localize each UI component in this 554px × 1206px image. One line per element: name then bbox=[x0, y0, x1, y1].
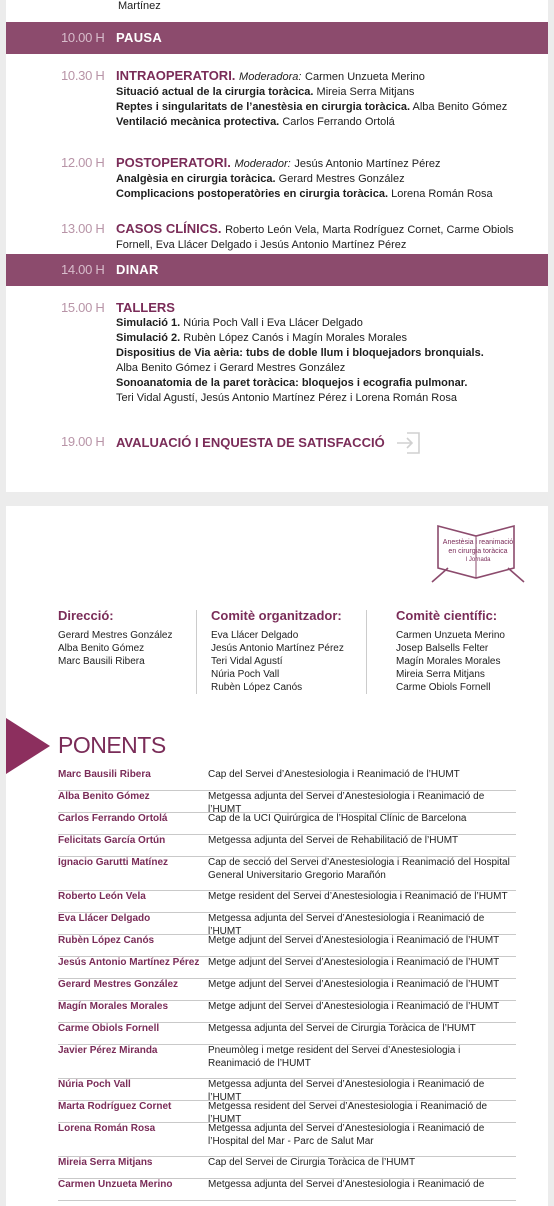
ponent-row bbox=[58, 1156, 516, 1179]
ponent-row bbox=[58, 768, 516, 791]
committee-member: Eva Llácer Delgado bbox=[211, 630, 299, 641]
dinar-band bbox=[6, 254, 548, 286]
direccio-column bbox=[58, 608, 173, 668]
moderator-label: Moderador: bbox=[234, 158, 291, 170]
talk-item bbox=[116, 100, 536, 115]
workshop-label: Sonoanatomia de la paret toràcica: bloquejos i ecografia pulmonar. bbox=[116, 377, 468, 389]
workshop-speakers: Teri Vidal Agustí, Jesús Antonio Martínez Pérez i Lorena Román Rosa bbox=[116, 392, 457, 404]
ponent-row bbox=[58, 890, 516, 913]
ponent-description: Metge adjunt del Servei d’Anestesiologia i Reanimació de l’HUMT bbox=[208, 1001, 500, 1012]
pausa-band bbox=[6, 22, 548, 54]
ponent-description: Cap del Servei d’Anestesiologia i Reanimació de l’HUMT bbox=[208, 769, 460, 780]
cientific-title: Comitè científic: bbox=[396, 608, 498, 623]
ponent-name: Marta Rodríguez Cornet bbox=[58, 1101, 172, 1112]
ponent-name: Roberto León Vela bbox=[58, 891, 146, 902]
talk-topic: Ventilació mecànica protectiva. bbox=[116, 116, 280, 128]
ponent-row bbox=[58, 912, 516, 935]
ponent-description: Cap de secció del Servei d’Anestesiologia i Reanimació del Hospital General Universitario Gregorio Marañón bbox=[208, 857, 510, 881]
moderator-name: Jesús Antonio Martínez Pérez bbox=[294, 158, 441, 170]
committee-member: Mireia Serra Mitjans bbox=[396, 669, 485, 680]
ponent-row bbox=[58, 1022, 516, 1045]
ponent-row bbox=[58, 978, 516, 1001]
logo-line: en cirurgia toràcica bbox=[448, 548, 508, 555]
ponents-title: PONENTS bbox=[58, 732, 166, 758]
talk-item bbox=[116, 115, 536, 130]
talk-speaker: Lorena Román Rosa bbox=[391, 188, 493, 200]
ponent-row bbox=[58, 934, 516, 957]
session-title: CASOS CLÍNICS. bbox=[116, 221, 222, 236]
session-title: INTRAOPERATORI. bbox=[116, 68, 236, 83]
committee-member: Josep Balsells Felter bbox=[396, 643, 489, 654]
session-speakers: Roberto León Vela, Marta Rodríguez Cornet, Carme Obiols bbox=[225, 224, 514, 236]
ponent-description: Cap del Servei de Cirurgia Toràcica de l’HUMT bbox=[208, 1157, 416, 1168]
organitzador-title: Comitè organitzador: bbox=[211, 608, 342, 623]
ponent-description: Cap de la UCI Quirúrgica de l’Hospital Clínic de Barcelona bbox=[208, 813, 467, 824]
session-time: 12.00 H bbox=[61, 155, 105, 170]
ponent-description: Metgessa resident del Servei d’Anestesiologia i Reanimació de l’HUMT bbox=[208, 1101, 488, 1125]
workshop-item bbox=[116, 331, 536, 346]
session-speakers-cont: Fornell, Eva Llácer Delgado i Jesús Antonio Martínez Pérez bbox=[116, 239, 407, 251]
moderator-label: Moderadora: bbox=[239, 71, 302, 83]
ponent-description: Metge adjunt del Servei d’Anestesiologia i Reanimació de l’HUMT bbox=[208, 979, 500, 990]
ponent-name: Ignacio Garutti Matínez bbox=[58, 857, 169, 868]
committee-member: Carme Obiols Fornell bbox=[396, 682, 491, 693]
ponent-name: Mireia Serra Mitjans bbox=[58, 1157, 153, 1168]
ponent-name: Carmen Unzueta Merino bbox=[58, 1179, 173, 1190]
ponent-name: Magín Morales Morales bbox=[58, 1001, 169, 1012]
ponent-name: Javier Pérez Miranda bbox=[58, 1045, 158, 1056]
committee-member: Rubèn López Canós bbox=[211, 682, 303, 693]
direccio-title: Direcció: bbox=[58, 608, 114, 623]
ponent-row bbox=[58, 1100, 516, 1123]
ponent-description: Metgessa adjunta del Servei d’Anestesiologia i Reanimació de l’Hospital del Mar - Parc de Salut Mar bbox=[208, 1123, 485, 1147]
ponent-row bbox=[58, 1044, 516, 1079]
talk-topic: Reptes i singularitats de l’anestèsia en cirurgia toràcica. bbox=[116, 101, 411, 113]
session-heading bbox=[116, 155, 536, 172]
ponent-description: Metgessa adjunta del Servei d’Anestesiologia i Reanimació de l’HUMT bbox=[208, 791, 485, 815]
workshop-item bbox=[116, 316, 536, 331]
talk-topic: Complicacions postoperatòries en cirurgia toràcica. bbox=[116, 188, 389, 200]
workshop-speakers: Rubèn López Canós i Magín Morales Morales bbox=[183, 332, 408, 344]
session-heading bbox=[116, 221, 536, 238]
session-time: 13.00 H bbox=[61, 221, 105, 236]
ponent-name: Núria Poch Vall bbox=[58, 1079, 131, 1090]
ponent-name: Alba Benito Gómez bbox=[58, 791, 150, 802]
ponent-description: Metgessa adjunta del Servei d’Anestesiologia i Reanimació de l’HUMT bbox=[208, 1079, 485, 1103]
ponent-description: Pneumòleg i metge resident del Servei d’Anestesiologia i Reanimació de l’HUMT bbox=[208, 1045, 461, 1069]
ponent-description: Metgessa adjunta del Servei d’Anestesiologia i Reanimació de l’HUMT bbox=[208, 913, 485, 937]
ponent-description: Metge resident del Servei d’Anestesiologia i Reanimació de l’HUMT bbox=[208, 891, 508, 902]
session-time: 15.00 H bbox=[61, 300, 105, 315]
ponent-name: Carlos Ferrando Ortolá bbox=[58, 813, 168, 824]
ponent-row bbox=[58, 1078, 516, 1101]
workshop-label: Dispositius de Via aèria: tubs de doble llum i bloquejadors bronquials. bbox=[116, 347, 484, 359]
workshop-item bbox=[116, 376, 536, 391]
pausa-time: 10.00 H bbox=[61, 30, 105, 45]
ponent-row bbox=[58, 812, 516, 835]
ponent-name: Rubèn López Canós bbox=[58, 935, 155, 946]
ponent-description: Metgessa adjunta del Servei de Rehabilitació de l’HUMT bbox=[208, 835, 459, 846]
ponent-row bbox=[58, 956, 516, 979]
talk-speaker: Gerard Mestres González bbox=[278, 173, 405, 185]
ponent-name: Carme Obiols Fornell bbox=[58, 1023, 160, 1034]
ponent-row bbox=[58, 1178, 516, 1201]
talk-item bbox=[116, 85, 536, 100]
ponent-name: Felicitats García Ortún bbox=[58, 835, 166, 846]
workshop-label: Simulació 2. bbox=[116, 332, 181, 344]
ponents-triangle-icon bbox=[6, 718, 56, 774]
session-title: TALLERS bbox=[116, 300, 175, 315]
ponent-name: Gerard Mestres González bbox=[58, 979, 179, 990]
talk-speaker: Carlos Ferrando Ortolá bbox=[282, 116, 395, 128]
talk-item bbox=[116, 172, 536, 187]
logo-line: Anestèsia i reanimació bbox=[442, 539, 514, 546]
committee-member: Marc Bausili Ribera bbox=[58, 656, 145, 667]
logo-line: I Jornada bbox=[465, 557, 491, 563]
ponent-name: Lorena Román Rosa bbox=[58, 1123, 156, 1134]
committee-member: Alba Benito Gómez bbox=[58, 643, 145, 654]
talk-speaker: Mireia Serra Mitjans bbox=[316, 86, 415, 98]
organitzador-column bbox=[211, 608, 344, 694]
column-divider bbox=[366, 610, 367, 694]
workshop-speakers: Núria Poch Vall i Eva Llácer Delgado bbox=[183, 317, 363, 329]
session-time: 19.00 H bbox=[61, 434, 105, 449]
column-divider bbox=[196, 610, 197, 694]
ponent-row bbox=[58, 1000, 516, 1023]
ponent-name: Eva Llácer Delgado bbox=[58, 913, 151, 924]
cientific-column bbox=[396, 608, 505, 694]
committee-member: Núria Poch Vall bbox=[211, 669, 280, 680]
ponent-row bbox=[58, 856, 516, 891]
ponent-name: Marc Bausili Ribera bbox=[58, 769, 151, 780]
talk-topic: Analgèsia en cirurgia toràcica. bbox=[116, 173, 276, 185]
committees-page bbox=[6, 506, 548, 1206]
talk-item bbox=[116, 187, 536, 202]
committee-member: Gerard Mestres González bbox=[58, 630, 173, 641]
committee-member: Jesús Antonio Martínez Pérez bbox=[211, 643, 344, 654]
ponent-row bbox=[58, 790, 516, 813]
workshop-speakers: Alba Benito Gómez i Gerard Mestres González bbox=[116, 362, 346, 374]
session-heading bbox=[116, 300, 536, 316]
talk-speaker: Alba Benito Gómez bbox=[412, 101, 508, 113]
session-title: POSTOPERATORI. bbox=[116, 155, 231, 170]
pausa-label: PAUSA bbox=[116, 30, 163, 45]
workshop-label: Simulació 1. bbox=[116, 317, 181, 329]
arrow-right-icon bbox=[395, 432, 421, 454]
committee-member: Carmen Unzueta Merino bbox=[396, 630, 505, 641]
committee-member: Magín Morales Morales bbox=[396, 656, 501, 667]
workshop-item bbox=[116, 346, 536, 361]
ponent-row bbox=[58, 1122, 516, 1157]
talk-topic: Situació actual de la cirurgia toràcica. bbox=[116, 86, 314, 98]
session-time: 10.30 H bbox=[61, 68, 105, 83]
ponent-description: Metgessa adjunta del Servei d’Anestesiologia i Reanimació de bbox=[208, 1179, 485, 1190]
committee-member: Teri Vidal Agustí bbox=[211, 656, 283, 667]
dinar-time: 14.00 H bbox=[61, 262, 105, 277]
evaluation-label: AVALUACIÓ I ENQUESTA DE SATISFACCIÓ bbox=[116, 435, 385, 451]
ponent-description: Metge adjunt del Servei d’Anestesiologia i Reanimació de l’HUMT bbox=[208, 957, 500, 968]
ponent-description: Metgessa adjunta del Servei de Cirurgia Toràcica de l’HUMT bbox=[208, 1023, 476, 1034]
ponent-row bbox=[58, 834, 516, 857]
event-logo bbox=[430, 520, 526, 584]
session-heading bbox=[116, 68, 536, 85]
program-page bbox=[6, 0, 548, 492]
moderator-name: Carmen Unzueta Merino bbox=[305, 71, 425, 83]
previous-line-text: Martínez bbox=[118, 0, 161, 12]
ponent-name: Jesús Antonio Martínez Pérez bbox=[58, 957, 200, 968]
dinar-label: DINAR bbox=[116, 262, 159, 277]
ponent-description: Metge adjunt del Servei d’Anestesiologia i Reanimació de l’HUMT bbox=[208, 935, 500, 946]
